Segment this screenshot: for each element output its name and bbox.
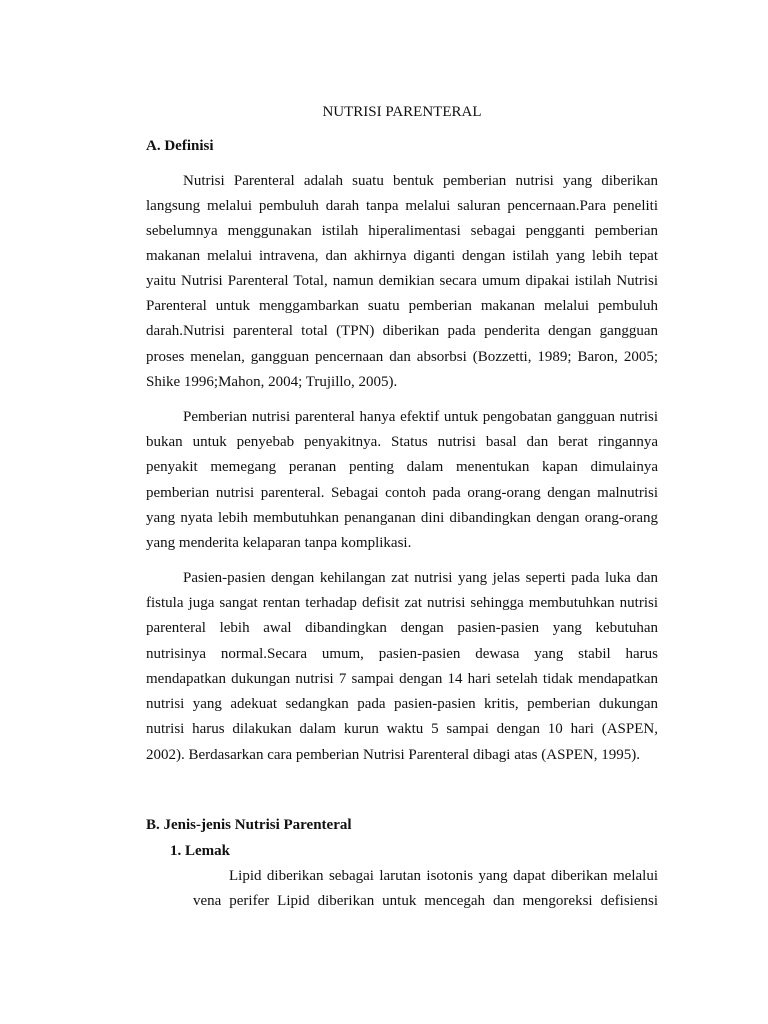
- paragraph-1-line-6: Parenteral untuk menggambarkan suatu pemberian makanan melalui pembuluh: [146, 298, 658, 314]
- paragraph-2-line-2: bukan untuk penyebab penyakitnya. Status nutrisi basal dan berat ringannya: [146, 434, 658, 450]
- paragraph-1-line-5: yaitu Nutrisi Parenteral Total, namun demikian secara umum dipakai istilah Nutrisi: [146, 273, 658, 289]
- page-title: NUTRISI PARENTERAL: [322, 104, 482, 120]
- paragraph-3-line-8: 2002). Berdasarkan cara pemberian Nutrisi Parenteral dibagi atas (ASPEN, 1995).: [146, 747, 641, 763]
- section-a-heading: A. Definisi: [146, 138, 214, 154]
- paragraph-3-line-4: nutrisinya normal.Secara umum, pasien-pasien dewasa yang stabil harus: [146, 646, 658, 662]
- paragraph-1-line-7: darah.Nutrisi parenteral total (TPN) diberikan pada penderita dengan gangguan: [146, 323, 658, 339]
- paragraph-2-line-1: Pemberian nutrisi parenteral hanya efektif untuk pengobatan gangguan nutrisi: [183, 409, 658, 425]
- paragraph-3-line-1: Pasien-pasien dengan kehilangan zat nutrisi yang jelas seperti pada luka dan: [183, 570, 658, 586]
- paragraph-1-line-1: Nutrisi Parenteral adalah suatu bentuk pemberian nutrisi yang diberikan: [183, 173, 658, 189]
- subsection-1-line-1: Lipid diberikan sebagai larutan isotonis yang dapat diberikan melalui: [229, 868, 658, 884]
- paragraph-1-line-3: sebelumnya menggunakan istilah hiperalimentasi sebagai pengganti pemberian: [146, 223, 658, 239]
- subsection-1-heading: 1. Lemak: [170, 843, 230, 859]
- paragraph-1-line-9: Shike 1996;Mahon, 2004; Trujillo, 2005).: [146, 374, 398, 390]
- paragraph-3-line-2: fistula juga sangat rentan terhadap defisit zat nutrisi sehingga membutuhkan nutrisi: [146, 595, 658, 611]
- paragraph-3-line-6: nutrisi yang adekuat sedangkan pada pasien-pasien kritis, pemberian dukungan: [146, 696, 658, 712]
- paragraph-1-line-8: proses menelan, gangguan pencernaan dan absorbsi (Bozzetti, 1989; Baron, 2005;: [146, 349, 658, 365]
- paragraph-2-line-3: penyakit memegang peranan penting dalam menentukan kapan dimulainya: [146, 459, 658, 475]
- subsection-1-line-2: vena perifer Lipid diberikan untuk mencegah dan mengoreksi defisiensi: [193, 893, 658, 909]
- paragraph-1-line-2: langsung melalui pembuluh darah tanpa melalui saluran pencernaan.Para peneliti: [146, 198, 658, 214]
- paragraph-2-line-4: pemberian nutrisi parenteral. Sebagai contoh pada orang-orang dengan malnutrisi: [146, 485, 658, 501]
- paragraph-2-line-5: yang nyata lebih membutuhkan penanganan dini dibandingkan dengan orang-orang: [146, 510, 658, 526]
- paragraph-1-line-4: makanan melalui intravena, dan akhirnya diganti dengan istilah yang lebih tepat: [146, 248, 658, 264]
- section-b-heading: B. Jenis-jenis Nutrisi Parenteral: [146, 817, 352, 833]
- paragraph-3-line-7: nutrisi harus dilakukan dalam kurun waktu 5 sampai dengan 10 hari (ASPEN,: [146, 721, 658, 737]
- paragraph-3-line-3: parenteral lebih awal dibandingkan dengan pasien-pasien yang kebutuhan: [146, 620, 658, 636]
- paragraph-3-line-5: mendapatkan dukungan nutrisi 7 sampai dengan 14 hari setelah tidak mendapatkan: [146, 671, 658, 687]
- paragraph-2-line-6: yang menderita kelaparan tanpa komplikasi.: [146, 535, 412, 551]
